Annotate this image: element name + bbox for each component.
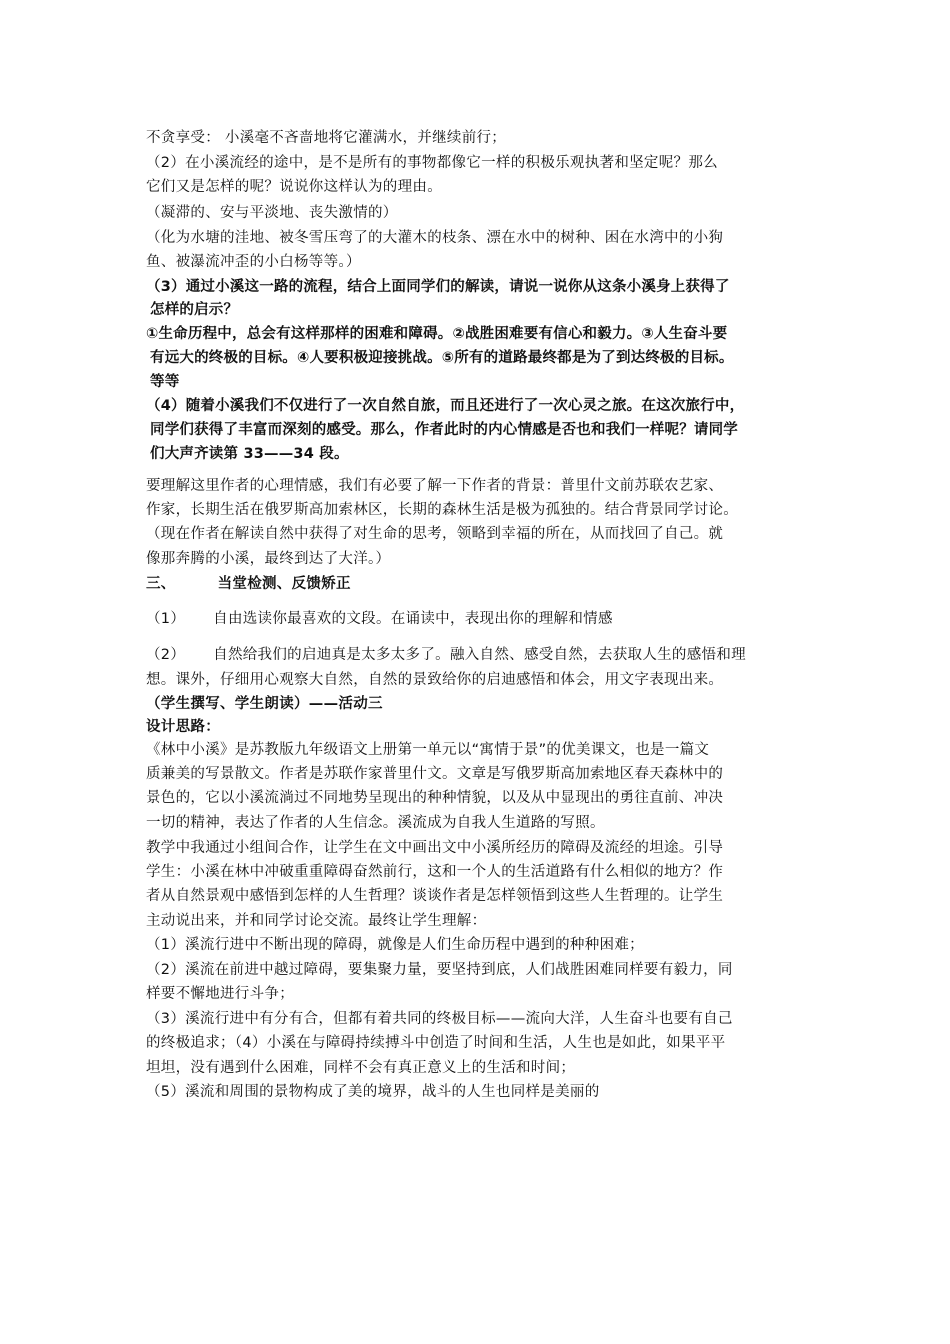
question-4-line: （4）随着小溪我们不仅进行了一次自然自旅，而且还进行了一次心灵之旅。在这次旅行中，	[146, 398, 745, 414]
text-line: 一切的精神，表达了作者的人生信念。溪流成为自我人生道路的写照。	[146, 815, 605, 831]
text-line: 作家，长期生活在俄罗斯高加索林区，长期的森林生活是极为孤独的。结合背景同学讨论。	[146, 502, 738, 518]
text-line: （化为水塘的洼地、被冬雪压弯了的大灌木的枝条、漂在水中的树种、困在水湾中的小狗	[146, 230, 724, 246]
list-item: （2）溪流在前进中越过障碍，要集聚力量，要坚持到底，人们战胜困难同样要有毅力，同	[146, 962, 733, 978]
section-number: 三、	[146, 576, 176, 592]
text-line: 学生：小溪在林中冲破重重障碍奋然前行，这和一个人的生活道路有什么相似的地方？作	[146, 864, 724, 880]
section-title: 当堂检测、反馈矫正	[217, 576, 351, 592]
text-line: 样要不懈地进行斗争；	[146, 986, 294, 1002]
text-line: 坦坦，没有遇到什么困难，同样不会有真正意义上的生活和时间；	[146, 1060, 576, 1076]
text-line: 景色的，它以小溪流淌过不同地势呈现出的种种情貌，以及从中显现出的勇往直前、冲决	[146, 790, 724, 806]
text-line: 《林中小溪》是苏教版九年级语文上册第一单元以“寓情于景”的优美课文，也是一篇文	[146, 742, 710, 758]
question-4-line: 同学们获得了丰富而深刻的感受。那么，作者此时的内心情感是否也和我们一样呢？请同学	[150, 422, 738, 438]
list-item: （5）溪流和周围的景物构成了美的境界，战斗的人生也同样是美丽的	[146, 1084, 600, 1100]
text-line: 鱼、被瀑流冲歪的小白杨等等。）	[146, 254, 361, 270]
text-line: 想。课外，仔细用心观察大自然，自然的景致给你的启迪感悟和体会，用文字表现出来。	[146, 672, 724, 688]
text-line: 教学中我通过小组间合作，让学生在文中画出文中小溪所经历的障碍及流经的坦途。引导	[146, 840, 724, 856]
text-line: 像那奔腾的小溪，最终到达了大洋。）	[146, 551, 391, 567]
text-line: 主动说出来，并和同学讨论交流。最终让学生理解：	[146, 913, 487, 929]
text-line: 不贪享受： 小溪毫不吝啬地将它灌满水，并继续前行；	[146, 130, 507, 146]
answer-line: 等等	[150, 374, 180, 390]
list-item: （3）溪流行进中有分有合，但都有着共同的终极目标——流向大洋，人生奋斗也要有自己	[146, 1011, 733, 1027]
answer-line: ①生命历程中，总会有这样那样的困难和障碍。②战胜困难要有信心和毅力。③人生奋斗要	[146, 326, 728, 342]
question-3-line: （3）通过小溪这一路的流程，结合上面同学们的解读，请说一说你从这条小溪身上获得了	[146, 279, 730, 295]
design-heading: 设计思路：	[146, 719, 220, 735]
question-4-line: 们大声齐读第 33——34 段。	[150, 446, 349, 462]
text-line: 质兼美的写景散文。作者是苏联作家普里什文。文章是写俄罗斯高加索地区春天森林中的	[146, 766, 724, 782]
section-heading	[146, 574, 351, 594]
text-line: （凝滞的、安与平淡地、丧失激情的）	[146, 205, 398, 221]
exercise-item-1	[146, 609, 613, 629]
item-marker: （1）	[146, 611, 186, 627]
text-line: （2）在小溪流经的途中，是不是所有的事物都像它一样的积极乐观执著和坚定呢？那么	[146, 155, 718, 171]
list-item: （1）溪流行进中不断出现的障碍，就像是人们生命历程中遇到的种种困难；	[146, 937, 644, 953]
item-text: 自由选读你最喜欢的文段。在诵读中，表现出你的理解和情感	[213, 611, 613, 627]
text-line: 的终极追求；（4）小溪在与障碍持续搏斗中创造了时间和生活，人生也是如此，如果平平	[146, 1035, 726, 1051]
exercise-item-2	[146, 645, 746, 665]
text-line: （现在作者在解读自然中获得了对生命的思考，领略到幸福的所在，从而找回了自己。就	[146, 526, 724, 542]
question-3-line: 怎样的启示？	[150, 302, 239, 318]
activity-label: （学生撰写、学生朗读）——活动三	[146, 696, 383, 712]
item-text: 自然给我们的启迪真是太多太多了。融入自然、感受自然，去获取人生的感悟和理	[213, 647, 746, 663]
text-line: 它们又是怎样的呢？说说你这样认为的理由。	[146, 179, 442, 195]
text-line: 者从自然景观中感悟到怎样的人生哲理？谈谈作者是怎样领悟到这些人生哲理的。让学生	[146, 888, 724, 904]
text-line: 要理解这里作者的心理情感，我们有必要了解一下作者的背景：普里什文前苏联农艺家、	[146, 478, 724, 494]
item-marker: （2）	[146, 647, 186, 663]
answer-line: 有远大的终极的目标。④人要积极迎接挑战。⑤所有的道路最终都是为了到达终极的目标。	[150, 350, 734, 366]
